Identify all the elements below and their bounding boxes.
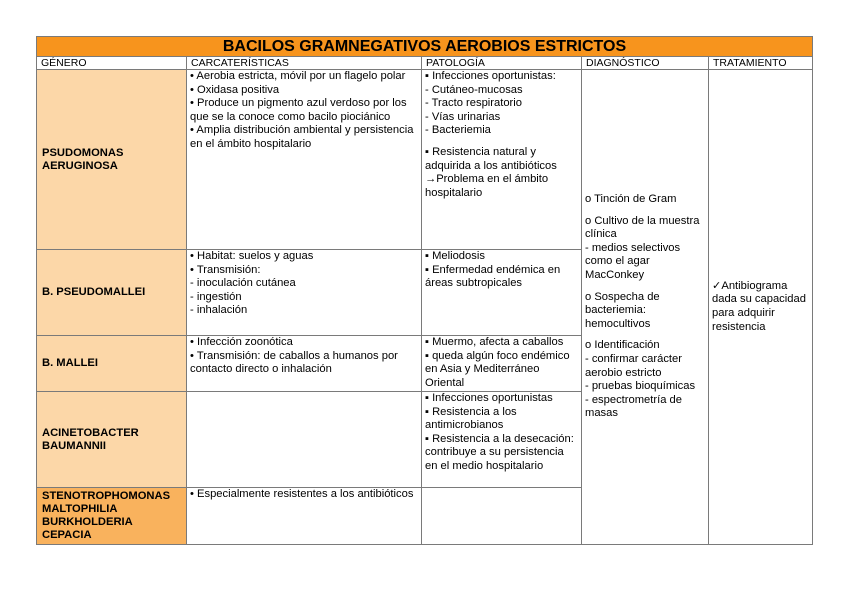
header-caracteristicas: CARCATERÍSTICAS xyxy=(187,57,422,70)
genus-line: BAUMANNII xyxy=(42,439,107,452)
list-item: o Cultivo de la muestra clínica xyxy=(585,214,700,241)
list-item: - espectrometría de masas xyxy=(585,393,683,420)
list-item: - confirmar carácter aerobio estricto xyxy=(585,352,682,379)
list-item: - inoculación cutánea xyxy=(190,277,296,290)
list-item: • Oxidasa positiva xyxy=(190,83,280,96)
genus-line: ACINETOBACTER xyxy=(42,426,139,439)
genus-line: PSUDOMONAS xyxy=(42,146,124,159)
list-item: - ingestión xyxy=(190,290,242,303)
list-item: • Aerobia estricta, móvil por un flagelo polar xyxy=(190,70,406,82)
genus-cell xyxy=(37,70,187,250)
list-item: ▪ Resistencia a los antimicrobianos xyxy=(425,405,517,432)
list-item: • Amplia distribución ambiental y persistencia en el ámbito hospitalario xyxy=(190,124,414,150)
pathology-cell xyxy=(422,250,582,336)
genus-cell xyxy=(37,250,187,336)
treatment-cell xyxy=(709,70,813,545)
genus-cell xyxy=(37,336,187,392)
list-item: ▪ Resistencia a la desecación: contribuye a su persistencia en el medio hospitalario xyxy=(425,432,574,472)
table-title: BACILOS GRAMNEGATIVOS AEROBIOS ESTRICTOS xyxy=(37,37,813,57)
list-item: - Bacteriemia xyxy=(425,124,491,137)
genus-line: B. PSEUDOMALLEI xyxy=(42,286,146,298)
genus-line: BURKHOLDERIA xyxy=(42,516,133,528)
pathology-cell xyxy=(422,488,582,545)
list-item: • Infección zoonótica xyxy=(190,336,293,348)
genus-line: AERUGINOSA xyxy=(42,159,118,172)
pathology-cell xyxy=(422,392,582,488)
list-item: • Especialmente resistentes a los antibióticos xyxy=(190,488,414,500)
list-item: - Tracto respiratorio xyxy=(425,97,522,110)
list-item: - pruebas bioquímicas xyxy=(585,380,696,393)
genus-line: STENOTROPHOMONAS xyxy=(42,490,171,502)
list-item: ▪ Resistencia natural y adquirida a los antibióticos →Problema en el ámbito hospitalario xyxy=(425,145,557,199)
list-item: ▪ Enfermedad endémica en áreas subtropicales xyxy=(425,263,561,290)
characteristics-cell xyxy=(187,250,422,336)
list-item: ▪ queda algún foco endémico en Asia y Mediterráneo Oriental xyxy=(425,349,570,389)
list-item: • Transmisión: xyxy=(190,263,261,276)
characteristics-cell xyxy=(187,392,422,488)
bacteria-table xyxy=(36,36,813,545)
list-item: • Habitat: suelos y aguas xyxy=(190,250,314,262)
list-item: - Vías urinarias xyxy=(425,110,501,123)
characteristics-cell xyxy=(187,336,422,392)
header-row xyxy=(37,57,813,70)
diagnosis-cell xyxy=(582,70,709,545)
characteristics-cell xyxy=(187,488,422,545)
list-item: • Transmisión: de caballos a humanos por contacto directo o inhalación xyxy=(190,349,398,376)
genus-line: MALTOPHILIA xyxy=(42,503,118,515)
list-item: ✓Antibiograma dada su capacidad para adquirir resistencia xyxy=(712,279,806,333)
genus-line: CEPACIA xyxy=(42,529,92,541)
pathology-cell xyxy=(422,70,582,250)
genus-cell xyxy=(37,488,187,545)
list-item: o Identificación xyxy=(585,339,660,352)
list-item: - inhalación xyxy=(190,304,248,317)
list-item: o Sospecha de bacteriemia: hemocultivos xyxy=(585,290,660,330)
list-item: ▪ Muermo, afecta a caballos xyxy=(425,336,564,348)
genus-cell xyxy=(37,392,187,488)
list-item: • Produce un pigmento azul verdoso por los que se la conoce como bacilo piociánico xyxy=(190,97,407,123)
header-patologia: PATOLOGÍA xyxy=(422,57,582,70)
header-genero: GÉNERO xyxy=(37,57,187,70)
list-item: ▪ Infecciones oportunistas xyxy=(425,392,553,404)
list-item: - medios selectivos como el agar MacConkey xyxy=(585,241,681,282)
header-diagnostico: DIAGNÓSTICO xyxy=(582,57,709,70)
list-item: o Tinción de Gram xyxy=(585,193,677,206)
characteristics-cell xyxy=(187,70,422,250)
list-item: ▪ Meliodosis xyxy=(425,250,485,262)
pathology-cell xyxy=(422,336,582,392)
list-item: - Cutáneo-mucosas xyxy=(425,83,523,96)
table-row xyxy=(37,70,813,250)
genus-line: B. MALLEI xyxy=(42,357,98,369)
header-tratamiento: TRATAMIENTO xyxy=(709,57,813,70)
list-item: ▪ Infecciones oportunistas: xyxy=(425,70,556,82)
